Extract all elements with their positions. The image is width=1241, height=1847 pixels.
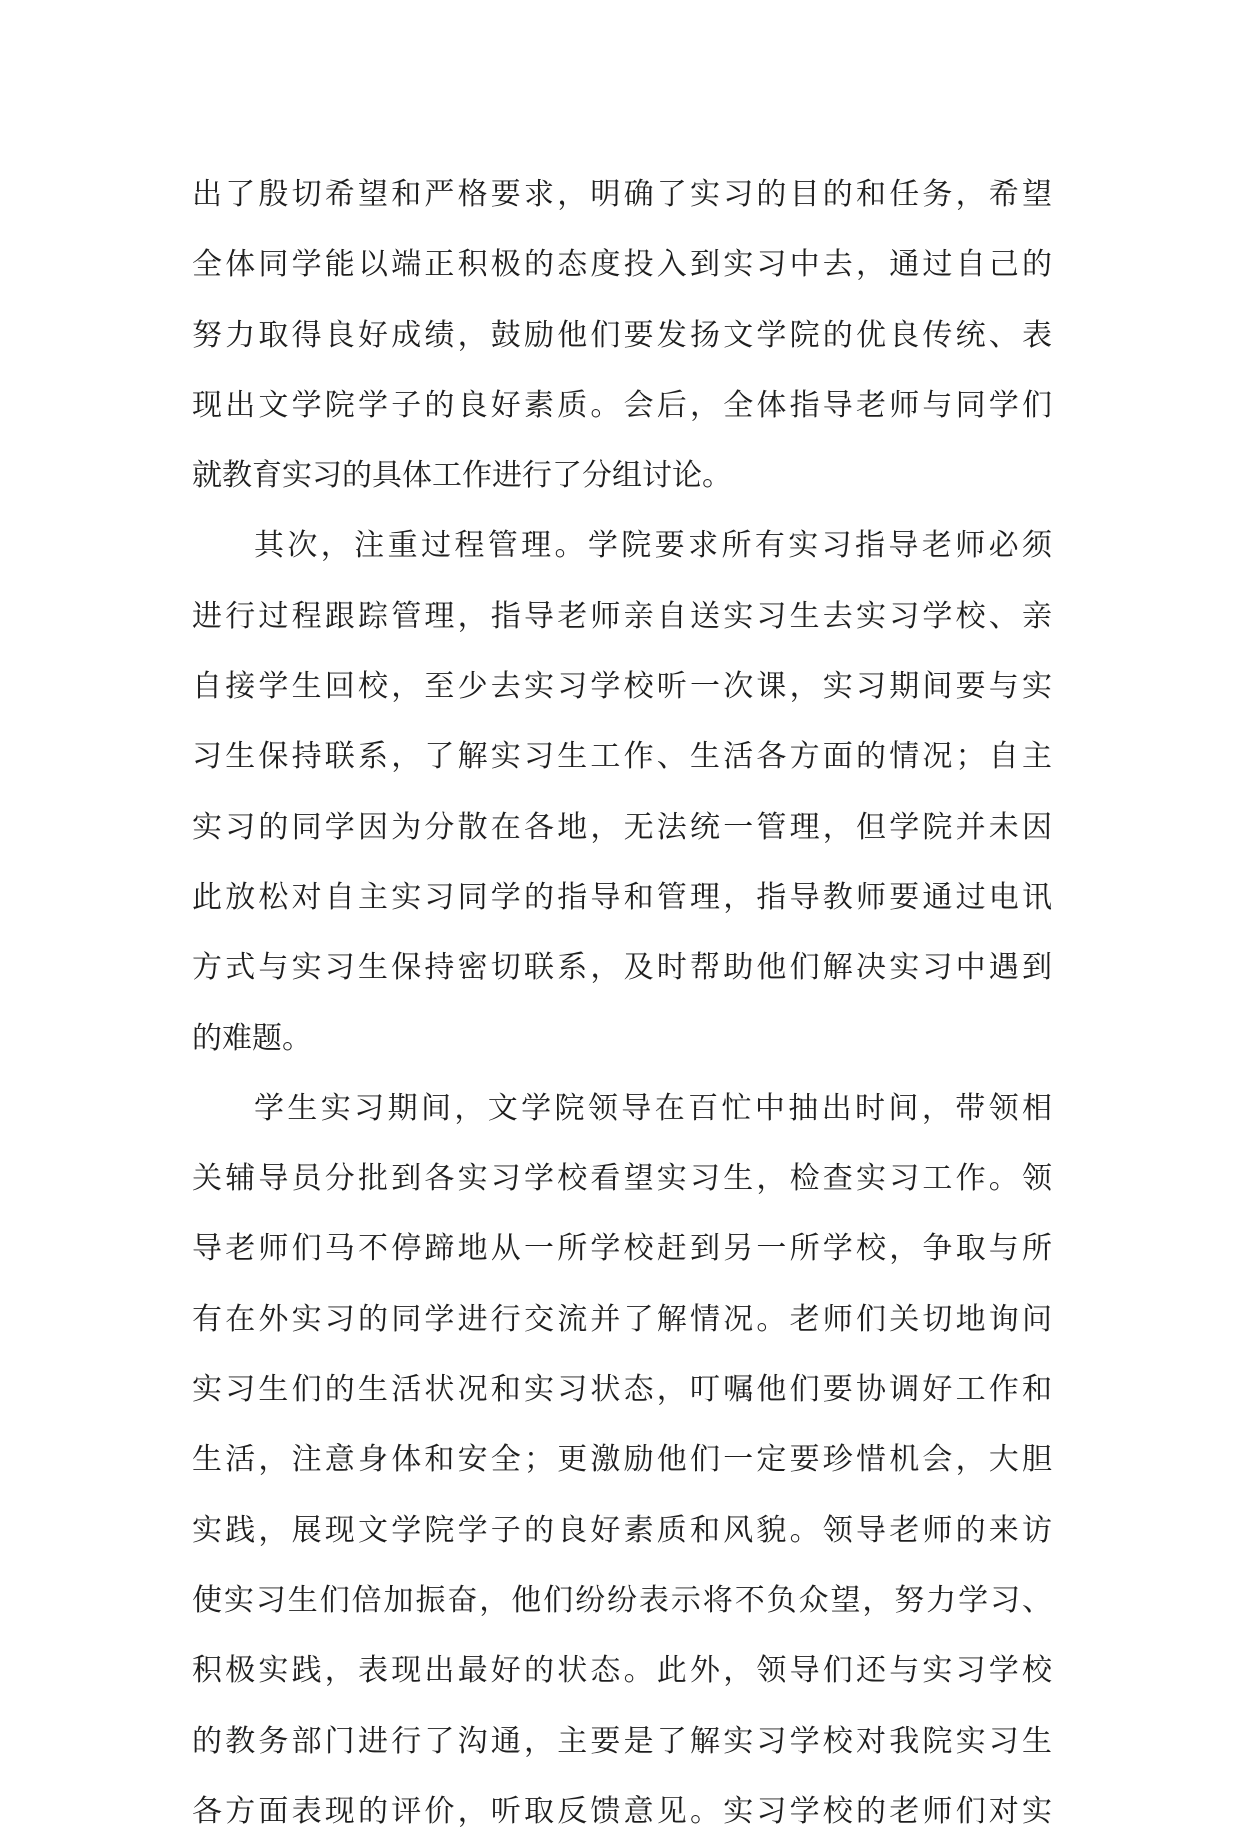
paragraph-first-line: 学生实习期间，文学院领导在百忙中抽出时间，带领相	[254, 1090, 1052, 1126]
text-line: 生活，注意身体和安全；更激励他们一定要珍惜机会，大胆	[192, 1442, 1052, 1478]
text-line: 实习的同学因为分散在各地，无法统一管理，但学院并未因	[192, 809, 1052, 845]
body-text	[192, 160, 1052, 1847]
text-line: 习生保持联系，了解实习生工作、生活各方面的情况；自主	[192, 739, 1052, 775]
text-line: 自接学生回校，至少去实习学校听一次课，实习期间要与实	[192, 669, 1052, 705]
text-line: 此放松对自主实习同学的指导和管理，指导教师要通过电讯	[192, 879, 1052, 915]
text-line: 实习生们的生活状况和实习状态，叮嘱他们要协调好工作和	[192, 1372, 1052, 1408]
text-line: 进行过程跟踪管理，指导老师亲自送实习生去实习学校、亲	[192, 598, 1052, 634]
text-line: 关辅导员分批到各实习学校看望实习生，检查实习工作。领	[192, 1161, 1052, 1197]
text-line: 实践，展现文学院学子的良好素质和风貌。领导老师的来访	[192, 1512, 1052, 1548]
text-line: 使实习生们倍加振奋，他们纷纷表示将不负众望，努力学习、	[192, 1582, 1052, 1618]
paragraph-first-line: 其次，注重过程管理。学院要求所有实习指导老师必须	[254, 528, 1052, 564]
text-line: 的教务部门进行了沟通，主要是了解实习学校对我院实习生	[192, 1723, 1052, 1759]
text-line: 的难题。	[192, 1020, 312, 1056]
text-line: 现出文学院学子的良好素质。会后，全体指导老师与同学们	[192, 387, 1052, 423]
text-line: 就教育实习的具体工作进行了分组讨论。	[192, 458, 732, 494]
text-line: 全体同学能以端正积极的态度投入到实习中去，通过自己的	[192, 247, 1052, 283]
text-line: 各方面表现的评价，听取反馈意见。实习学校的老师们对实	[192, 1793, 1052, 1829]
text-line: 有在外实习的同学进行交流并了解情况。老师们关切地询问	[192, 1301, 1052, 1337]
text-line: 努力取得良好成绩，鼓励他们要发扬文学院的优良传统、表	[192, 317, 1052, 353]
text-line: 导老师们马不停蹄地从一所学校赶到另一所学校，争取与所	[192, 1231, 1052, 1267]
text-line: 方式与实习生保持密切联系，及时帮助他们解决实习中遇到	[192, 950, 1052, 986]
text-line: 积极实践，表现出最好的状态。此外，领导们还与实习学校	[192, 1653, 1052, 1689]
text-line: 出了殷切希望和严格要求，明确了实习的目的和任务，希望	[192, 177, 1052, 212]
